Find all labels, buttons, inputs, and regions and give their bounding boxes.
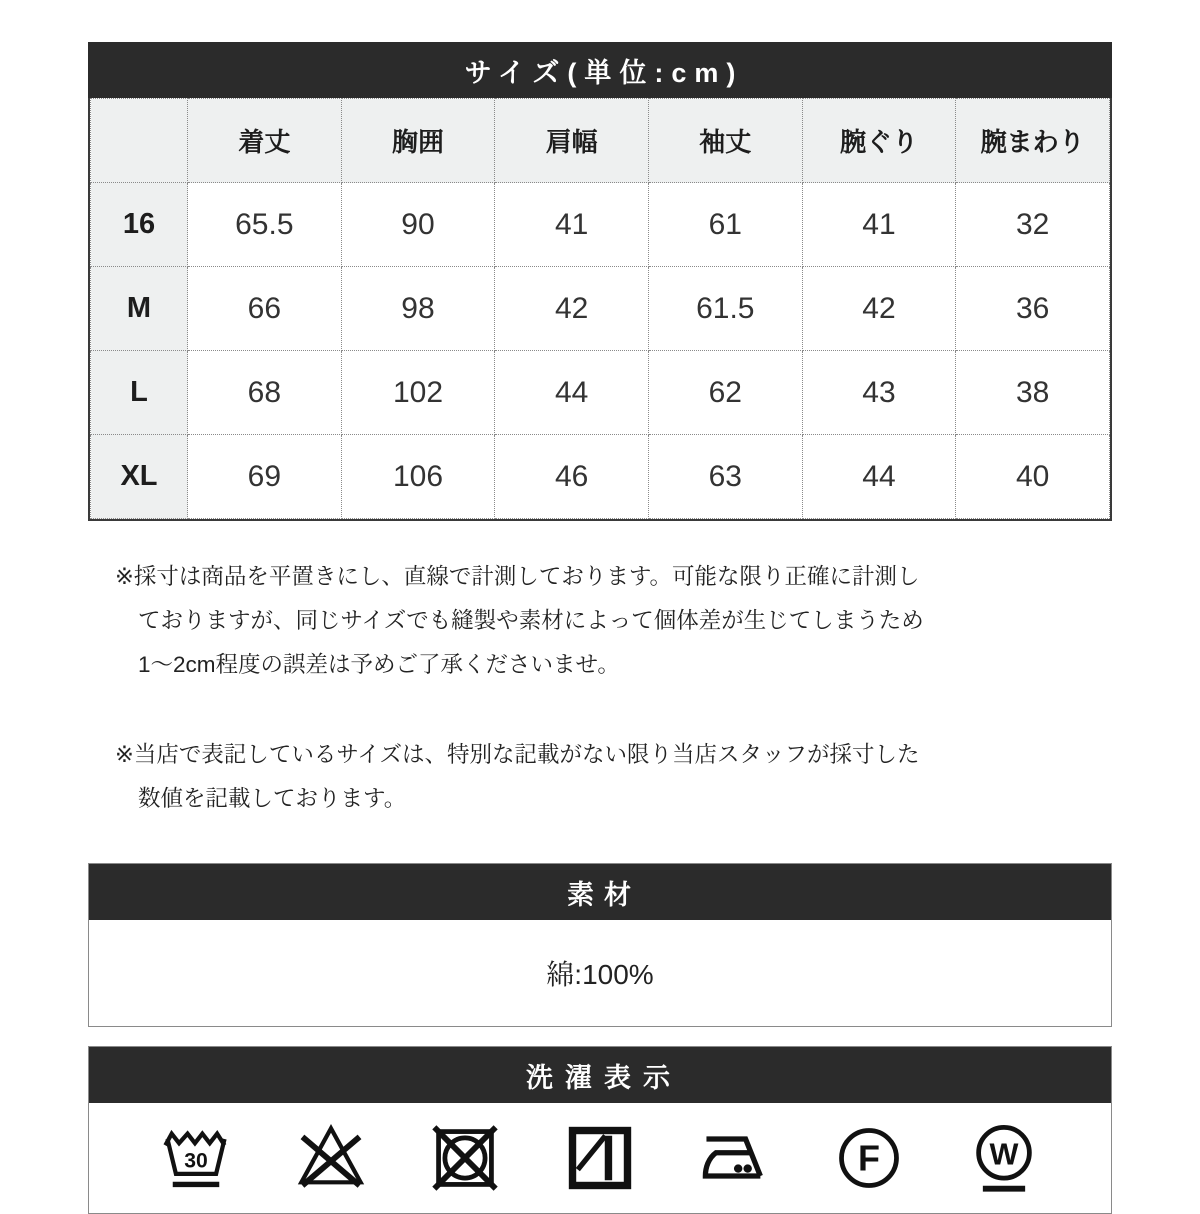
cell-value: 102 <box>341 351 495 435</box>
cell-value: 90 <box>341 183 495 267</box>
table-row <box>91 351 1110 435</box>
material-value: 綿:100% <box>546 959 654 990</box>
row-label: 16 <box>91 183 188 267</box>
cell-value: 62 <box>648 351 802 435</box>
row-label: L <box>91 351 188 435</box>
cell-value: 32 <box>956 183 1110 267</box>
do-not-tumble-dry-icon <box>426 1119 504 1197</box>
cell-value: 69 <box>188 435 342 519</box>
table-row <box>91 435 1110 519</box>
col-header-arm-circumference: 腕まわり <box>956 99 1110 183</box>
size-table-header-row <box>91 99 1110 183</box>
note-line: 1〜2cm程度の誤差は予めご了承くださいませ。 <box>138 652 620 677</box>
cell-value: 106 <box>341 435 495 519</box>
size-table-title: サイズ(単位:cm) <box>464 57 744 88</box>
cell-value: 41 <box>802 183 956 267</box>
material-title: 素材 <box>567 879 641 910</box>
material-title-bar <box>89 864 1111 920</box>
cell-value: 43 <box>802 351 956 435</box>
size-notation-note <box>88 733 1112 821</box>
svg-text:30: 30 <box>184 1149 209 1173</box>
table-row <box>91 267 1110 351</box>
col-header-length: 着丈 <box>188 99 342 183</box>
svg-text:F: F <box>858 1137 881 1179</box>
table-row <box>91 183 1110 267</box>
laundry-icons-row <box>89 1103 1111 1213</box>
cell-value: 66 <box>188 267 342 351</box>
cell-value: 44 <box>802 435 956 519</box>
cell-value: 46 <box>495 435 649 519</box>
cell-value: 42 <box>802 267 956 351</box>
col-header-armhole: 腕ぐり <box>802 99 956 183</box>
col-header-chest: 胸囲 <box>341 99 495 183</box>
row-label: XL <box>91 435 188 519</box>
dry-clean-petroleum-icon <box>830 1119 908 1197</box>
size-table-section <box>88 42 1112 521</box>
cell-value: 41 <box>495 183 649 267</box>
col-header-sleeve: 袖丈 <box>648 99 802 183</box>
measurement-note <box>88 555 1112 687</box>
cell-value: 36 <box>956 267 1110 351</box>
material-section <box>88 863 1112 1027</box>
cell-value: 61.5 <box>648 267 802 351</box>
corner-cell <box>91 99 188 183</box>
laundry-title-bar <box>89 1047 1111 1103</box>
size-table <box>90 98 1110 519</box>
laundry-section <box>88 1046 1112 1214</box>
cell-value: 65.5 <box>188 183 342 267</box>
material-body <box>89 920 1111 1026</box>
row-label: M <box>91 267 188 351</box>
note-line: ※採寸は商品を平置きにし、直線で計測しております。可能な限り正確に計測し <box>115 564 920 589</box>
note-line: 数値を記載しております。 <box>138 786 407 811</box>
cell-value: 44 <box>495 351 649 435</box>
col-header-shoulder: 肩幅 <box>495 99 649 183</box>
cell-value: 63 <box>648 435 802 519</box>
cell-value: 61 <box>648 183 802 267</box>
size-table-wrap <box>88 98 1112 521</box>
cell-value: 42 <box>495 267 649 351</box>
svg-text:W: W <box>989 1137 1019 1172</box>
cell-value: 40 <box>956 435 1110 519</box>
laundry-title: 洗濯表示 <box>526 1062 682 1093</box>
wet-clean-gentle-icon <box>965 1119 1043 1197</box>
wash-30-gentle-icon <box>157 1119 235 1197</box>
do-not-bleach-icon <box>292 1119 370 1197</box>
iron-medium-icon <box>696 1119 774 1197</box>
size-table-title-bar <box>88 42 1112 98</box>
cell-value: 68 <box>188 351 342 435</box>
cell-value: 38 <box>956 351 1110 435</box>
line-dry-in-shade-icon <box>561 1119 639 1197</box>
note-line: ※当店で表記しているサイズは、特別な記載がない限り当店スタッフが採寸した <box>115 742 920 767</box>
size-spec-page <box>88 0 1112 1214</box>
cell-value: 98 <box>341 267 495 351</box>
note-line: ておりますが、同じサイズでも縫製や素材によって個体差が生じてしまうため <box>138 608 924 633</box>
